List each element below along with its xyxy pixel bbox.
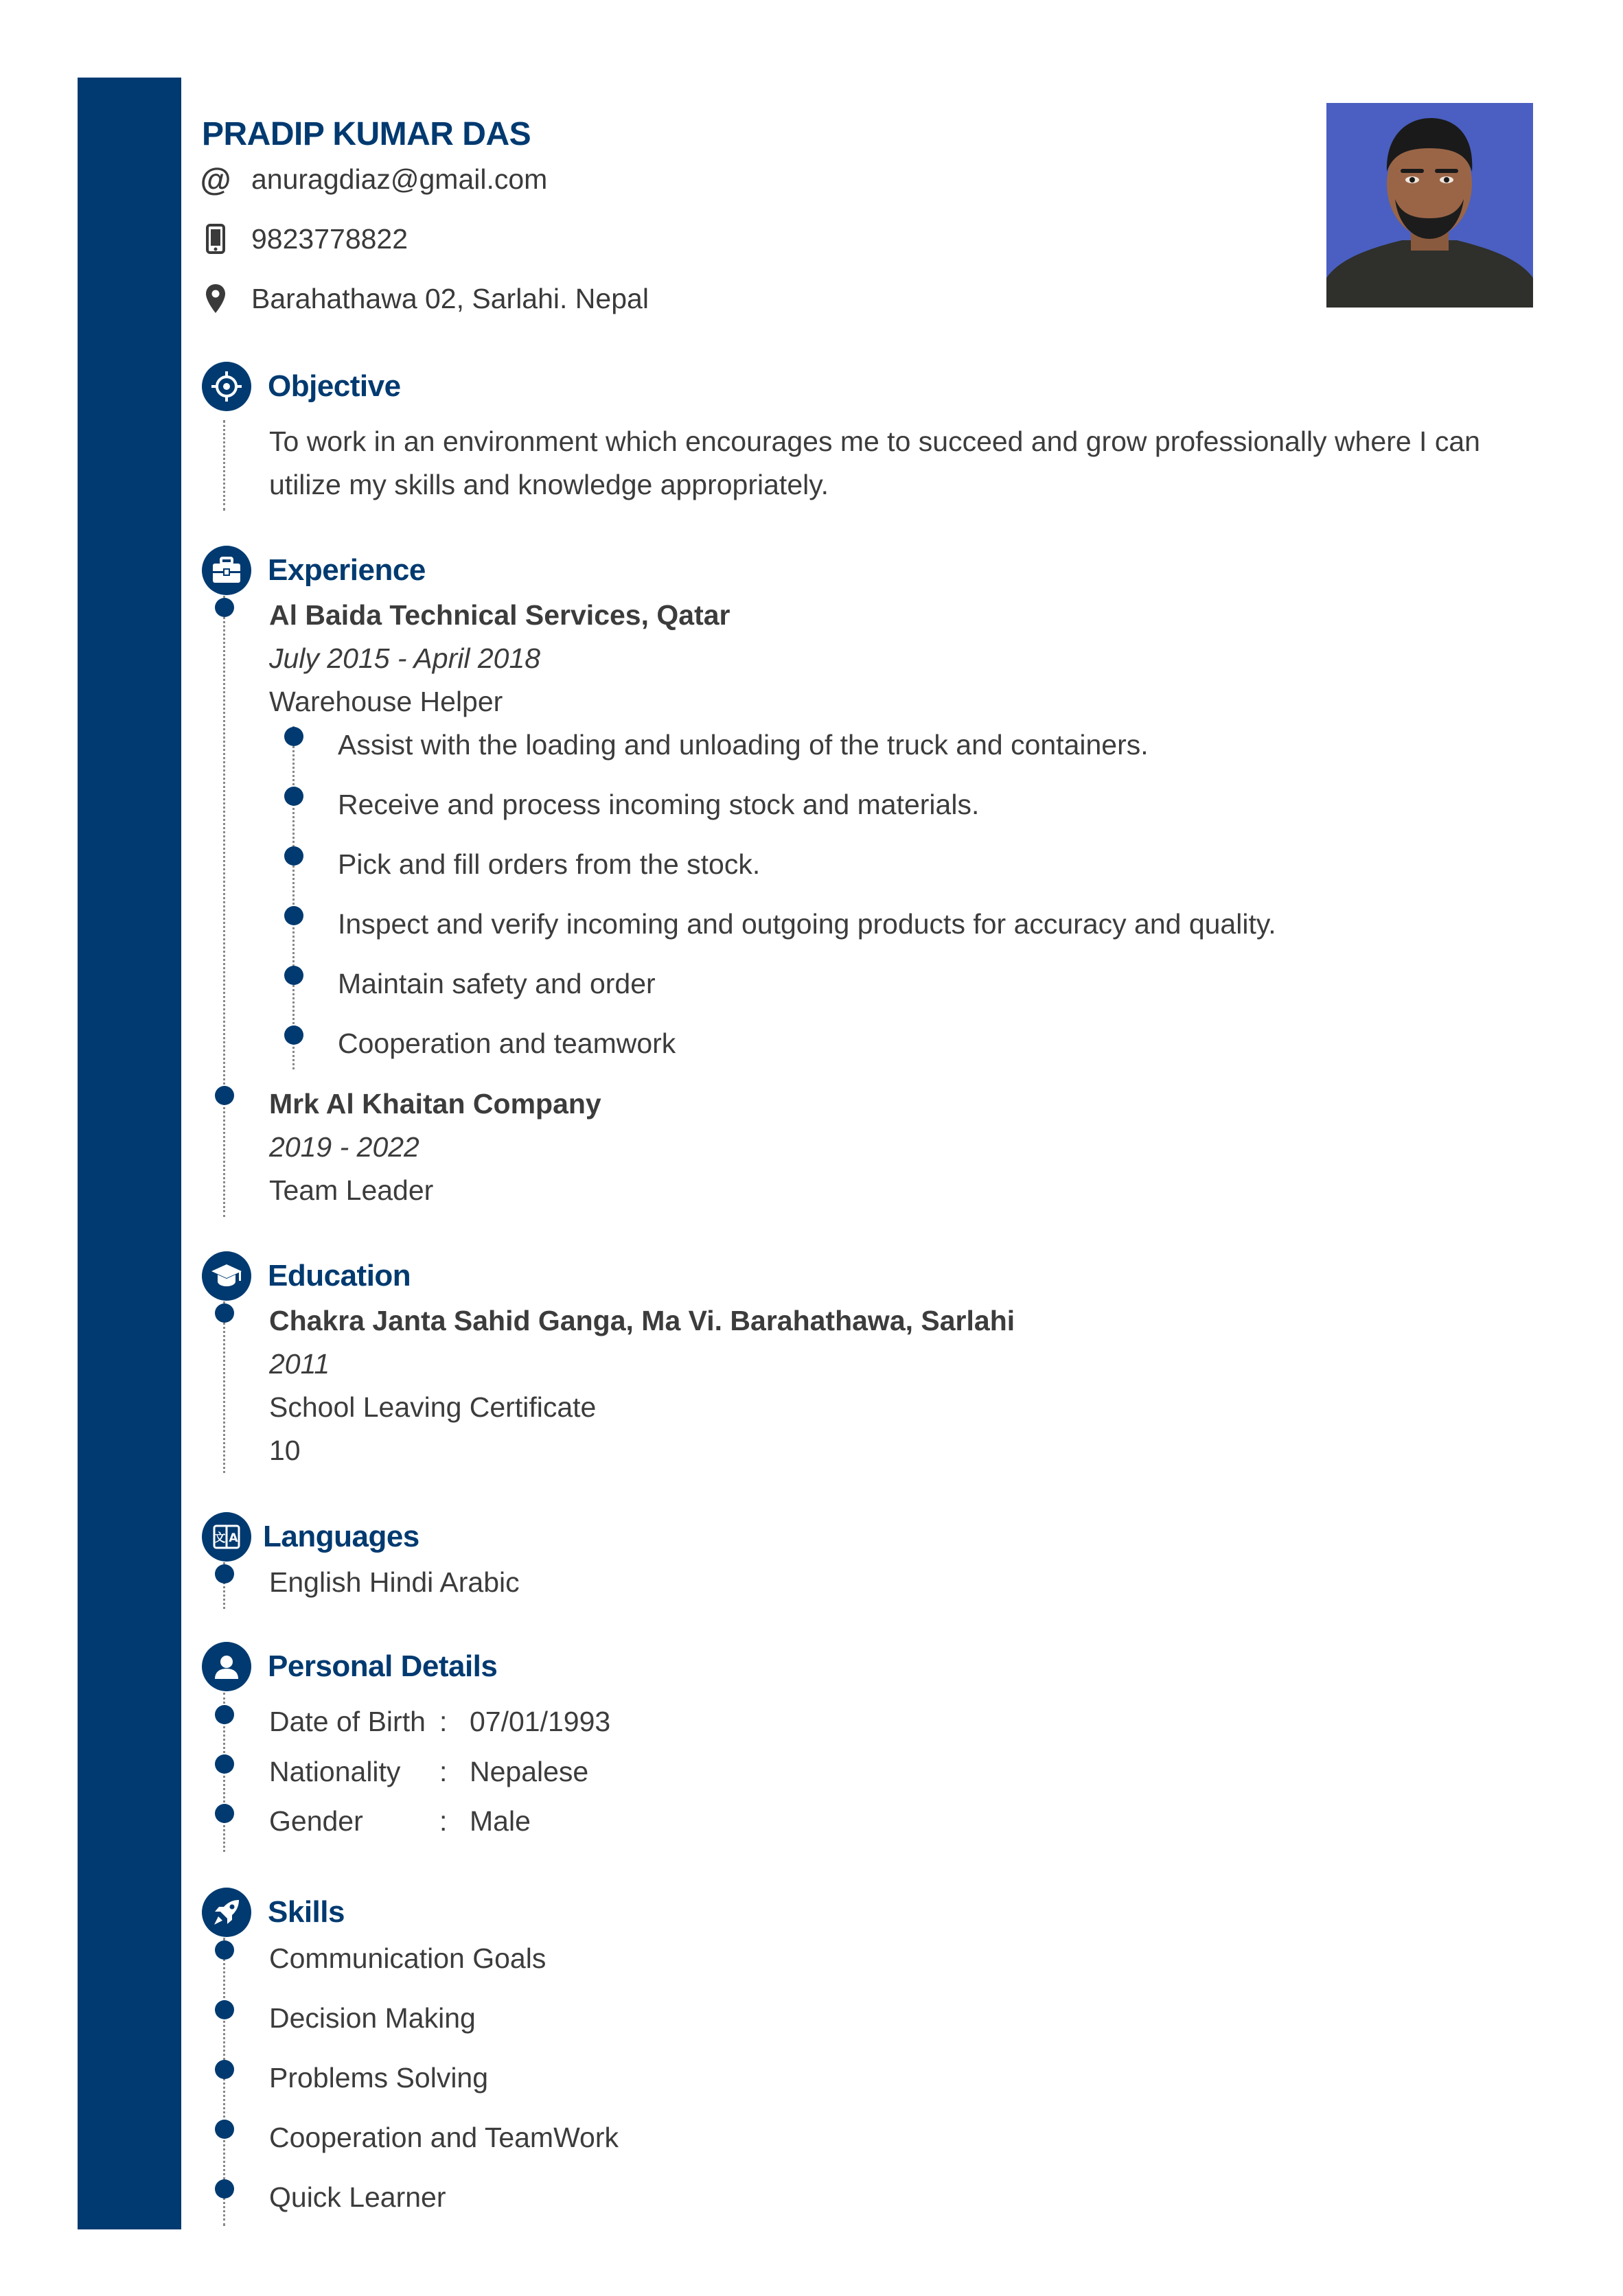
education-grade: 10 bbox=[269, 1435, 301, 1466]
education-heading: Education bbox=[268, 1259, 411, 1292]
timeline-dot bbox=[215, 598, 234, 617]
timeline-dot bbox=[215, 1754, 234, 1774]
job-dates: July 2015 - April 2018 bbox=[269, 642, 541, 674]
briefcase-icon bbox=[211, 557, 242, 584]
timeline-dot bbox=[284, 1025, 303, 1045]
duty-item: Maintain safety and order bbox=[338, 968, 656, 999]
gender-value: Male bbox=[470, 1805, 531, 1837]
timeline-dot bbox=[284, 727, 303, 746]
duty-item: Inspect and verify incoming and outgoing products for accuracy and quality. bbox=[338, 908, 1276, 940]
skill-item: Decision Making bbox=[269, 2002, 476, 2034]
skill-item: Quick Learner bbox=[269, 2181, 446, 2213]
duties-timeline bbox=[292, 726, 295, 1069]
job-role: Warehouse Helper bbox=[269, 686, 503, 717]
contact-email bbox=[202, 162, 547, 196]
dob-label: Date of Birth bbox=[269, 1706, 426, 1737]
duty-item: Receive and process incoming stock and materials. bbox=[338, 789, 980, 820]
nationality-colon: : bbox=[439, 1756, 448, 1787]
experience-heading: Experience bbox=[268, 553, 426, 587]
languages-section-icon bbox=[202, 1512, 251, 1562]
timeline-dot bbox=[215, 1705, 234, 1724]
languages-list: English Hindi Arabic bbox=[269, 1566, 520, 1598]
timeline-dot bbox=[215, 2179, 234, 2199]
phone-text[interactable]: 9823778822 bbox=[251, 222, 408, 255]
left-accent-bar bbox=[78, 78, 181, 2229]
timeline-dot bbox=[284, 906, 303, 925]
at-sign-icon: @ bbox=[200, 161, 231, 197]
timeline-dot bbox=[215, 1086, 234, 1105]
skills-heading: Skills bbox=[268, 1895, 345, 1929]
contact-address bbox=[202, 281, 649, 316]
gender-colon: : bbox=[439, 1805, 448, 1837]
personal-heading: Personal Details bbox=[268, 1649, 498, 1683]
timeline-dot bbox=[215, 2000, 234, 2019]
duty-item: Pick and fill orders from the stock. bbox=[338, 848, 761, 880]
objective-heading: Objective bbox=[268, 369, 401, 403]
education-year: 2011 bbox=[269, 1348, 330, 1380]
skill-item: Communication Goals bbox=[269, 1943, 546, 1974]
candidate-name: PRADIP KUMAR DAS bbox=[202, 116, 531, 152]
languages-heading: Languages bbox=[263, 1520, 419, 1553]
personal-section-icon bbox=[202, 1642, 251, 1691]
svg-text:文: 文 bbox=[214, 1531, 226, 1545]
skill-item: Problems Solving bbox=[269, 2062, 489, 2094]
education-degree: School Leaving Certificate bbox=[269, 1391, 597, 1423]
timeline-dot bbox=[215, 1804, 234, 1823]
timeline-dot bbox=[284, 846, 303, 866]
email-text[interactable]: anuragdiaz@gmail.com bbox=[251, 163, 548, 195]
experience-section-icon bbox=[202, 546, 251, 595]
dob-value: 07/01/1993 bbox=[470, 1706, 611, 1737]
nationality-value: Nepalese bbox=[470, 1756, 589, 1787]
duty-item: Assist with the loading and unloading of the truck and containers. bbox=[338, 729, 1149, 761]
dob-colon: : bbox=[439, 1706, 448, 1737]
user-icon bbox=[213, 1653, 240, 1680]
school-name: Chakra Janta Sahid Ganga, Ma Vi. Barahathawa, Sarlahi bbox=[269, 1305, 1015, 1336]
duty-item: Cooperation and teamwork bbox=[338, 1028, 676, 1059]
gender-label: Gender bbox=[269, 1805, 363, 1837]
svg-text:A: A bbox=[229, 1531, 238, 1545]
address-text: Barahathawa 02, Sarlahi. Nepal bbox=[251, 282, 649, 314]
experience-timeline bbox=[223, 596, 225, 1217]
objective-section-icon bbox=[202, 362, 251, 411]
education-timeline bbox=[223, 1301, 225, 1473]
timeline-dot bbox=[215, 1303, 234, 1323]
education-section-icon bbox=[202, 1251, 251, 1301]
timeline-dot bbox=[215, 2060, 234, 2079]
job-role: Team Leader bbox=[269, 1174, 434, 1206]
objective-timeline bbox=[223, 420, 225, 511]
job-company: Mrk Al Khaitan Company bbox=[269, 1088, 601, 1120]
job-company: Al Baida Technical Services, Qatar bbox=[269, 599, 730, 631]
skills-section-icon bbox=[202, 1888, 251, 1937]
rocket-icon bbox=[212, 1898, 241, 1927]
timeline-dot bbox=[215, 1564, 234, 1584]
graduation-cap-icon bbox=[210, 1263, 243, 1289]
target-icon bbox=[211, 371, 242, 402]
mobile-phone-icon bbox=[202, 222, 229, 256]
timeline-dot bbox=[284, 787, 303, 806]
job-dates: 2019 - 2022 bbox=[269, 1131, 419, 1163]
timeline-dot bbox=[284, 966, 303, 985]
profile-photo bbox=[1326, 103, 1533, 308]
skill-item: Cooperation and TeamWork bbox=[269, 2122, 619, 2153]
timeline-dot bbox=[215, 1940, 234, 1960]
translate-icon bbox=[212, 1522, 241, 1551]
nationality-label: Nationality bbox=[269, 1756, 401, 1787]
objective-text: To work in an environment which encourages me to succeed and grow professionally where I can utilize my skills and knowledge appropriately. bbox=[269, 426, 1480, 500]
timeline-dot bbox=[215, 2120, 234, 2139]
map-pin-icon bbox=[202, 281, 229, 316]
contact-phone bbox=[202, 222, 408, 256]
